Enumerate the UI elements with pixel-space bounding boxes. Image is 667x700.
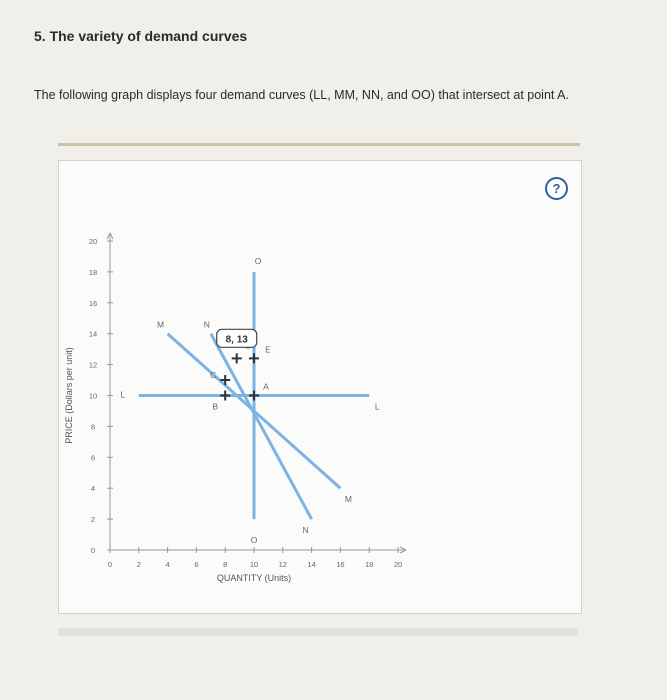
curve-label-end: M bbox=[344, 494, 352, 505]
curve-label-end: O bbox=[250, 535, 258, 546]
question-title: 5. The variety of demand curves bbox=[34, 28, 248, 44]
x-tick-label: 18 bbox=[365, 560, 374, 569]
point-marker-E[interactable] bbox=[249, 353, 259, 363]
point-marker-D[interactable] bbox=[232, 353, 242, 363]
axes bbox=[107, 233, 406, 553]
y-tick-label: 2 bbox=[90, 515, 96, 525]
x-tick-label: 10 bbox=[249, 560, 259, 569]
curve-label-start: L bbox=[120, 389, 126, 400]
y-tick-label: 16 bbox=[88, 298, 98, 308]
y-tick-label: 20 bbox=[88, 237, 98, 246]
point-label-A: A bbox=[263, 381, 269, 392]
curve-label-start: N bbox=[203, 319, 210, 330]
x-tick-label: 6 bbox=[194, 560, 199, 569]
coordinate-tooltip-text: 8, 13 bbox=[225, 334, 248, 346]
point-label-E: E bbox=[265, 344, 271, 355]
bottom-bar bbox=[58, 628, 578, 636]
point-label-C: C bbox=[210, 370, 217, 381]
y-tick-label: 12 bbox=[88, 360, 98, 370]
x-tick-label: 20 bbox=[393, 560, 403, 569]
y-axis-label: PRICE (Dollars per unit) bbox=[64, 347, 74, 444]
question-text: The following graph displays four demand curves (LL, MM, NN, and OO) that intersect at point A. bbox=[34, 88, 569, 102]
x-tick-label: 0 bbox=[107, 560, 113, 569]
x-tick-label: 12 bbox=[278, 560, 287, 569]
point-label-B: B bbox=[212, 401, 219, 412]
y-tick-label: 18 bbox=[88, 267, 98, 277]
y-tick-label: 8 bbox=[90, 422, 96, 432]
curve-label-end: L bbox=[374, 401, 380, 412]
curve-label-end: N bbox=[302, 525, 309, 536]
curve-label-start: O bbox=[254, 255, 262, 266]
y-tick-label: 0 bbox=[90, 546, 96, 555]
y-tick-label: 6 bbox=[90, 453, 96, 463]
y-tick-label: 4 bbox=[90, 484, 96, 494]
y-tick-label: 10 bbox=[88, 391, 98, 401]
x-tick-label: 8 bbox=[223, 560, 228, 569]
x-tick-label: 2 bbox=[136, 560, 141, 569]
x-tick-label: 14 bbox=[307, 560, 316, 569]
demand-curve-N[interactable] bbox=[211, 334, 312, 519]
point-marker-B[interactable] bbox=[220, 391, 230, 401]
curve-label-start: M bbox=[157, 319, 165, 330]
x-axis-label: QUANTITY (Units) bbox=[216, 573, 292, 583]
help-icon[interactable]: ? bbox=[545, 177, 568, 200]
x-tick-label: 4 bbox=[165, 560, 170, 569]
x-tick-label: 16 bbox=[336, 560, 345, 569]
point-marker-A[interactable] bbox=[249, 391, 259, 401]
y-tick-label: 14 bbox=[88, 329, 98, 339]
